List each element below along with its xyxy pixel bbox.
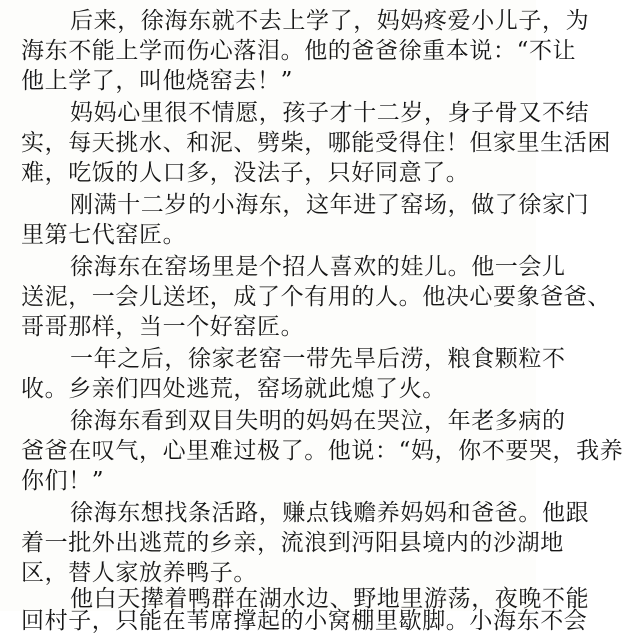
text-line: 徐海东看到双目失明的妈妈在哭泣，年老多病的 bbox=[70, 408, 566, 434]
text-line: 区，替人家放养鸭子。 bbox=[21, 560, 257, 586]
text-line: 哥哥那样，当一个好窑匠。 bbox=[21, 314, 305, 340]
text-line: 收。乡亲们四处逃荒，窑场就此熄了火。 bbox=[21, 376, 446, 402]
text-line: 着一批外出逃荒的乡亲，流浪到沔阳县境内的沙湖地 bbox=[21, 530, 564, 556]
text-line: 回村子，只能在苇席撑起的小窝棚里歇脚。小海东不会 bbox=[21, 608, 588, 634]
text-line: 送泥，一会儿送坯，成了个有用的人。他决心要象爸爸、 bbox=[21, 284, 611, 310]
text-line: 徐海东想找条活路，赚点钱赡养妈妈和爸爸。他跟 bbox=[70, 500, 590, 526]
text-line: 你们！” bbox=[21, 468, 105, 494]
text-line: 他白天撵着鸭群在湖水边、野地里游荡，夜晚不能 bbox=[70, 586, 590, 612]
text-line: 海东不能上学而伤心落泪。他的爸爸徐重本说：“不让 bbox=[21, 38, 577, 64]
text-line: 妈妈心里很不情愿，孩子才十二岁，身子骨又不结 bbox=[70, 100, 590, 126]
text-line: 里第七代窑匠。 bbox=[21, 222, 187, 248]
text-line: 难，吃饭的人口多，没法子，只好同意了。 bbox=[21, 160, 470, 186]
text-line: 刚满十二岁的小海东，这年进了窑场，做了徐家门 bbox=[70, 192, 590, 218]
text-line: 徐海东在窑场里是个招人喜欢的娃儿。他一会儿 bbox=[70, 254, 566, 280]
text-line: 后来，徐海东就不去上学了，妈妈疼爱小儿子，为 bbox=[70, 8, 590, 34]
text-line: 他上学了，叫他烧窑去！” bbox=[21, 68, 293, 94]
text-line: 一年之后，徐家老窑一带先旱后涝，粮食颗粒不 bbox=[70, 346, 566, 372]
text-line: 爸爸在叹气，心里难过极了。他说：“妈，你不要哭，我养 bbox=[21, 438, 623, 464]
text-line: 实，每天挑水、和泥、劈柴，哪能受得住！但家里生活困 bbox=[21, 130, 611, 156]
